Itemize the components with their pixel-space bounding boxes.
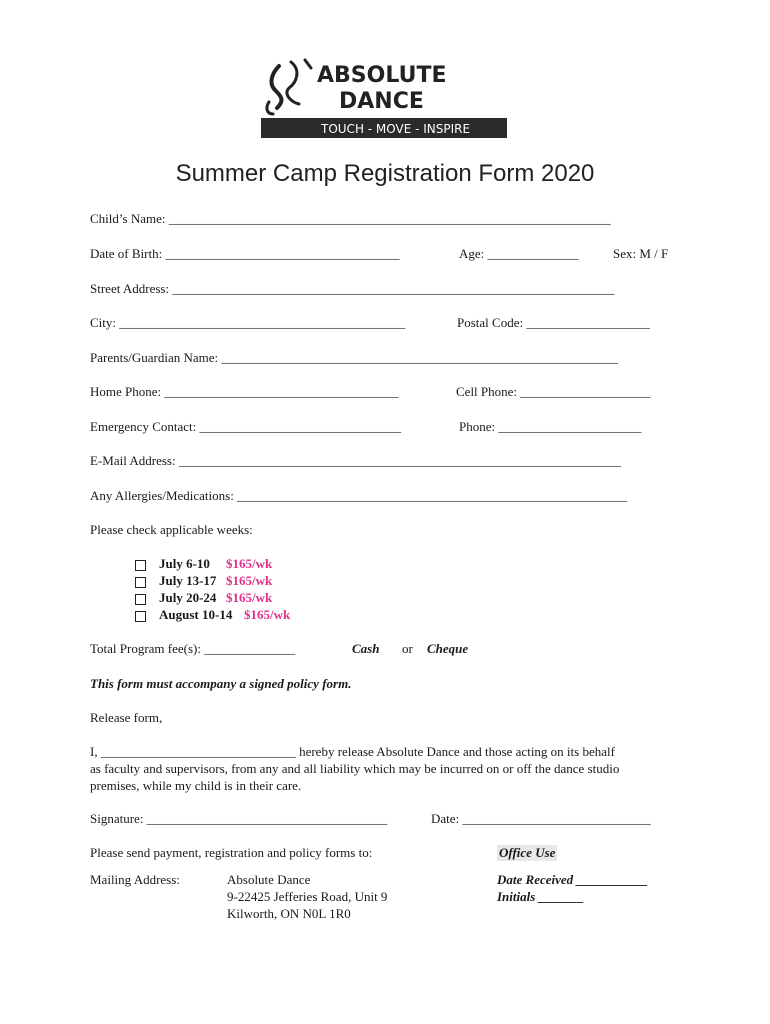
week-checkbox[interactable] [135,594,146,605]
street-address-field[interactable]: Street Address: ____________________________________________________________________ [90,281,615,296]
cell-phone-field[interactable]: Cell Phone: ____________________ [456,384,651,399]
week-checkbox[interactable] [135,611,146,622]
office-use-heading: Office Use [499,845,556,860]
city-field[interactable]: City: ____________________________________________ [90,315,406,330]
svg-text:ABSOLUTE: ABSOLUTE [317,63,447,88]
cheque-option[interactable]: Cheque [427,641,469,656]
release-line-3: premises, while my child is in their care. [90,778,302,793]
mailing-label: Mailing Address: [90,872,180,887]
sex-field[interactable]: Sex: M / F [613,246,669,261]
postal-code-field[interactable]: Postal Code: ___________________ [457,315,650,330]
week-label: July 6-10 [159,556,210,571]
svg-text:DANCE: DANCE [339,89,424,114]
release-line-1: I, ______________________________ hereby release Absolute Dance and those acting on its behalf [90,744,615,759]
week-checkbox[interactable] [135,560,146,571]
policy-note: This form must accompany a signed policy form. [90,676,352,691]
allergies-field[interactable]: Any Allergies/Medications: ____________________________________________________________ [90,488,628,503]
week-checkbox[interactable] [135,577,146,588]
signature-field[interactable]: Signature: _____________________________________ [90,811,388,826]
week-price: $165/wk [226,573,273,588]
emergency-contact-field[interactable]: Emergency Contact: _______________________________ [90,419,402,434]
email-field[interactable]: E-Mail Address: ____________________________________________________________________ [90,453,621,468]
home-phone-field[interactable]: Home Phone: ____________________________________ [90,384,399,399]
dob-field[interactable]: Date of Birth: ____________________________________ [90,246,400,261]
mailing-line-2: 9-22425 Jefferies Road, Unit 9 [227,889,388,904]
release-line-2: as faculty and supervisors, from any and all liability which may be incurred on or off the dance studio [90,761,620,776]
week-price: $165/wk [226,590,273,605]
cash-option[interactable]: Cash [352,641,380,656]
dancer-logo-icon [261,56,507,140]
absolute-dance-logo [261,56,507,140]
weeks-prompt: Please check applicable weeks: [90,522,253,537]
svg-text:TOUCH - MOVE - INSPIRE: TOUCH - MOVE - INSPIRE [321,122,471,136]
emergency-phone-field[interactable]: Phone: ______________________ [459,419,642,434]
date-received-field[interactable]: Date Received ___________ [497,872,648,887]
age-field[interactable]: Age: ______________ [459,246,579,261]
form-title: Summer Camp Registration Form 2020 [175,160,595,187]
week-label: August 10-14 [159,607,233,622]
week-price: $165/wk [244,607,291,622]
release-heading: Release form, [90,710,163,725]
or-text: or [402,641,413,656]
initials-field[interactable]: Initials _______ [497,889,585,904]
mailing-line-1: Absolute Dance [227,872,311,887]
date-field[interactable]: Date: _____________________________ [431,811,651,826]
mailing-line-3: Kilworth, ON N0L 1R0 [227,906,351,921]
send-note: Please send payment, registration and policy forms to: [90,845,373,860]
childs-name-field[interactable]: Child’s Name: ____________________________________________________________________ [90,211,611,226]
week-label: July 20-24 [159,590,217,605]
week-label: July 13-17 [159,573,217,588]
week-price: $165/wk [226,556,273,571]
guardian-name-field[interactable]: Parents/Guardian Name: _____________________________________________________________ [90,350,618,365]
total-fee-field[interactable]: Total Program fee(s): ______________ [90,641,296,656]
